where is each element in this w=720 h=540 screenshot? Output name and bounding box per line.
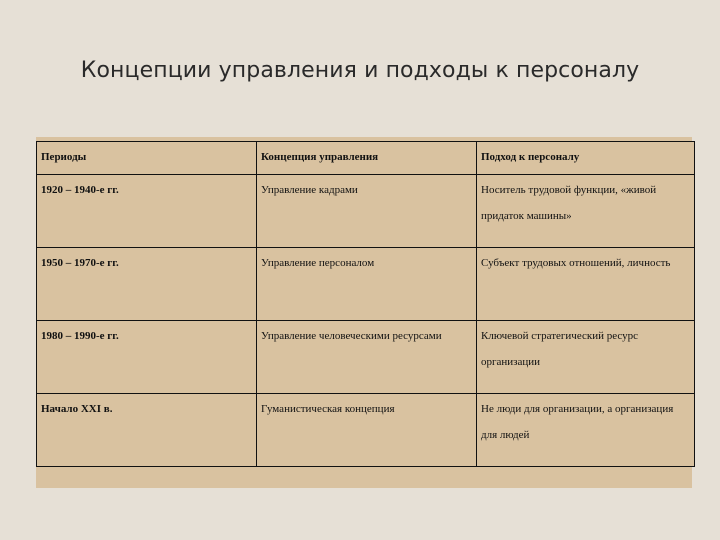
header-approach: Подход к персоналу [477, 142, 695, 175]
header-concept: Концепция управления [257, 142, 477, 175]
table-row [37, 394, 695, 467]
concept-cell: Гуманистическая концепция [257, 394, 477, 467]
header-periods: Периоды [37, 142, 257, 175]
concept-cell: Управление кадрами [257, 175, 477, 248]
concepts-table [36, 141, 695, 467]
table-row [37, 321, 695, 394]
table-row [37, 248, 695, 321]
concept-cell: Управление персоналом [257, 248, 477, 321]
period-cell: 1950 – 1970-е гг. [37, 248, 257, 321]
period-cell: Начало XXI в. [37, 394, 257, 467]
approach-cell: Носитель трудовой функции, «живой придаток машины» [477, 175, 695, 248]
concept-cell: Управление человеческими ресурсами [257, 321, 477, 394]
approach-cell: Не люди для организации, а организация для людей [477, 394, 695, 467]
period-cell: 1980 – 1990-е гг. [37, 321, 257, 394]
period-cell: 1920 – 1940-е гг. [37, 175, 257, 248]
table-header-row [37, 142, 695, 175]
approach-cell: Ключевой стратегический ресурс организации [477, 321, 695, 394]
table-row [37, 175, 695, 248]
page-title: Концепции управления и подходы к персоналу [80, 58, 640, 83]
approach-cell: Субъект трудовых отношений, личность [477, 248, 695, 321]
